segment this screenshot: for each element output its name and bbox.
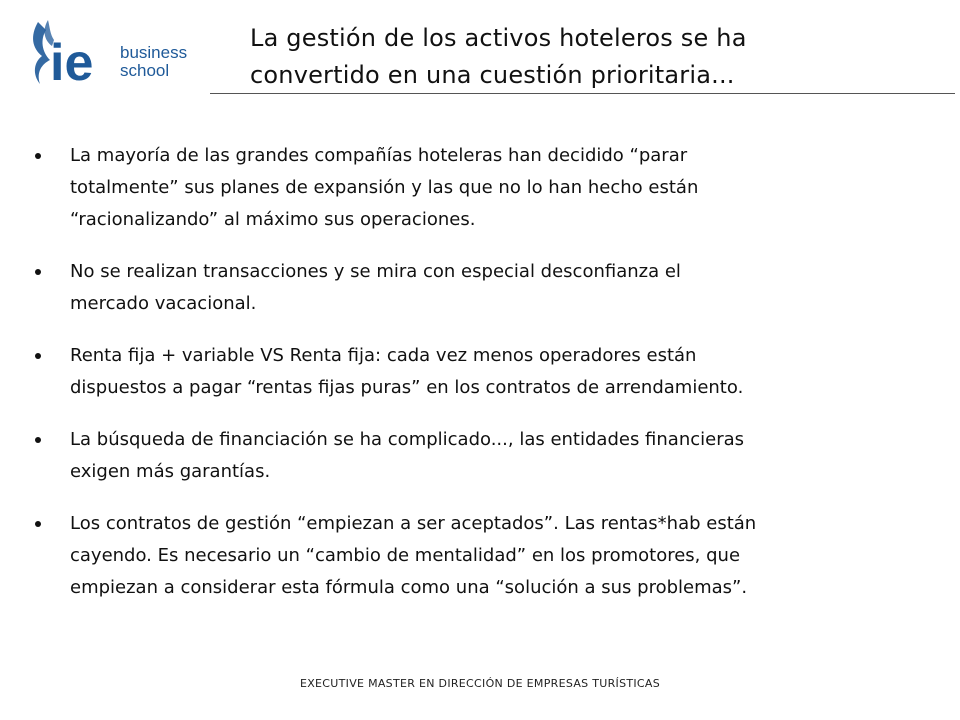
ie-business-school-logo xyxy=(28,18,198,98)
bullet-dot-icon xyxy=(35,353,41,359)
logo-line-business: business xyxy=(120,43,188,62)
footer-program-name: EXECUTIVE MASTER EN DIRECCIÓN DE EMPRESAS TURÍSTICAS xyxy=(299,677,661,690)
bullet-text-line: Los contratos de gestión “empiezan a ser aceptados”. Las rentas*hab están xyxy=(70,513,757,534)
bullet-item xyxy=(30,140,945,236)
bullet-item xyxy=(30,424,945,488)
slide-title xyxy=(250,20,940,94)
bullet-text-line: La búsqueda de financiación se ha complicado..., las entidades financieras xyxy=(70,429,745,450)
title-divider xyxy=(210,93,955,94)
bullet-text-line: dispuestos a pagar “rentas fijas puras” en los contratos de arrendamiento. xyxy=(70,377,744,398)
bullet-text-line: cayendo. Es necesario un “cambio de mentalidad” en los promotores, que xyxy=(70,545,741,566)
bullet-text-line: La mayoría de las grandes compañías hoteleras han decidido “parar xyxy=(70,145,688,166)
bullet-dot-icon xyxy=(35,521,41,527)
bullet-text-line: Renta fija + variable VS Renta fija: cada vez menos operadores están xyxy=(70,345,697,366)
bullet-dot-icon xyxy=(35,269,41,275)
bullet-dot-icon xyxy=(35,437,41,443)
bullet-text-line: totalmente” sus planes de expansión y las que no lo han hecho están xyxy=(70,177,699,198)
bullet-text-line: exigen más garantías. xyxy=(70,461,271,482)
slide-title-line-2: convertido en una cuestión prioritaria... xyxy=(250,61,735,89)
bullet-text-line: mercado vacacional. xyxy=(70,293,257,314)
logo-graphic xyxy=(28,18,198,98)
bullet-item xyxy=(30,256,945,320)
logo-line-school: school xyxy=(120,61,170,80)
slide-title-line-1: La gestión de los activos hoteleros se ha xyxy=(250,24,747,52)
bullet-text-line: “racionalizando” al máximo sus operaciones. xyxy=(70,209,476,230)
bullet-dot-icon xyxy=(35,153,41,159)
bullet-item xyxy=(30,508,945,604)
bullet-list xyxy=(30,140,945,624)
bullet-text-line: No se realizan transacciones y se mira con especial desconfianza el xyxy=(70,261,681,282)
bullet-item xyxy=(30,340,945,404)
bullet-text-line: empiezan a considerar esta fórmula como una “solución a sus problemas”. xyxy=(70,577,748,598)
logo-mark: ie xyxy=(50,34,94,92)
